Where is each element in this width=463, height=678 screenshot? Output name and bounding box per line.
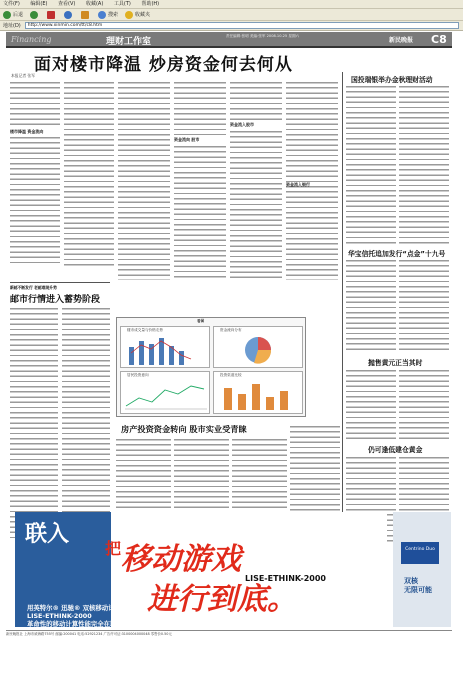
column-divider [342, 72, 343, 542]
article-subhead: 资金流入银行 [286, 182, 310, 187]
home-button[interactable] [81, 11, 91, 19]
ad-footer-line: LISE-ETHINK-2000 [27, 612, 92, 620]
ad-side-panel[interactable] [393, 512, 451, 627]
article-text [10, 306, 58, 542]
address-input[interactable]: http://www.xinmin.com/tt/c8.htm [25, 22, 459, 29]
chart-panel [213, 326, 303, 368]
forward-arrow-icon [30, 11, 38, 19]
ad-headline-2: 进行到底。 [147, 582, 297, 617]
left-article-kicker: 新邮不断发行 老邮难现升势 [10, 285, 57, 290]
ad-bg-text: 联入 [25, 522, 70, 547]
panel-bars-2 [214, 378, 302, 413]
menu-tools[interactable]: 工具(T) [113, 1, 131, 7]
chart-panel-label: 居民投资意向 [127, 373, 149, 377]
bottom-article-title: 房产投资资金转向 股市实业受青睐 [121, 424, 247, 434]
chart-panel [120, 371, 210, 414]
ad-side-line: 双核 [404, 577, 418, 585]
article-subhead: 资金流入股市 [230, 122, 254, 127]
main-headline: 面对楼市降温 炒房资金何去何从 [34, 55, 293, 75]
article-text [62, 306, 110, 542]
article-text [64, 80, 114, 267]
main-byline: 本报记者 张军 [11, 73, 35, 78]
masthead-brand: Financing [11, 35, 52, 44]
search-icon [98, 11, 106, 19]
panel-line [121, 378, 209, 413]
chart-panel-label: 资金流向分布 [220, 328, 242, 332]
article-text [230, 80, 282, 120]
refresh-icon [64, 11, 72, 19]
article-text [230, 129, 282, 280]
article-text [346, 84, 396, 244]
chart-title: 看图 [197, 319, 205, 323]
menu-favorites[interactable]: 收藏(A) [85, 1, 104, 7]
centrino-badge: Centrino Duo [401, 542, 439, 564]
article-text [399, 84, 449, 244]
refresh-button[interactable] [64, 11, 74, 19]
advertisement[interactable] [15, 512, 387, 627]
menu-bar [0, 0, 463, 9]
article-text [286, 80, 338, 280]
article-text [399, 258, 449, 353]
right-article-title-3: 抛售黄元正当其时 [368, 359, 423, 367]
favorites-button[interactable]: 收藏夹 [125, 11, 150, 19]
ad-footer-line: 用英特尔® 迅驰® 双核移动计算技术驱动 [27, 604, 147, 612]
chart-panel-label: 楼市成交量与价格走势 [127, 328, 163, 332]
star-icon [125, 11, 133, 19]
newspaper-logo: 新民晚报 [389, 37, 414, 44]
back-button[interactable]: 后退 [3, 11, 23, 19]
panel-bars [121, 333, 209, 367]
address-bar [0, 21, 463, 31]
ad-headline-1: 移动游戏 [121, 542, 241, 577]
right-article-title-2: 华宝信托追加发行“点金”十九号 [348, 250, 446, 258]
back-arrow-icon [3, 11, 11, 19]
menu-edit[interactable]: 编辑(E) [30, 1, 48, 7]
ad-side-text [404, 577, 432, 595]
masthead-info: 责任编辑:张明 美编:张军 2008.10.25 星期六 [226, 34, 300, 38]
section-title: 理财工作室 [106, 37, 152, 47]
page-number: C8 [431, 33, 447, 46]
article-text [10, 135, 60, 267]
right-article-title-4: 仍可逢低建仓黄金 [368, 446, 423, 454]
ad-side-line: 无限可能 [404, 586, 432, 594]
article-text [174, 80, 226, 135]
section-divider [10, 282, 110, 283]
chart-panel-label: 投资渠道比较 [220, 373, 242, 377]
left-article-title: 邮市行情进入蓄势阶段 [10, 295, 101, 305]
stop-button[interactable] [47, 11, 57, 19]
forward-button[interactable] [30, 11, 40, 19]
masthead [6, 32, 452, 48]
right-article-title-1: 国投瑞银举办金秋理财活动 [351, 76, 433, 84]
article-text [10, 80, 60, 128]
article-text [346, 258, 396, 353]
article-subhead: 楼市降温 资金流向 [10, 129, 44, 134]
article-text [346, 368, 396, 440]
newspaper-page [6, 32, 452, 670]
address-label: 地址(D) [3, 23, 21, 29]
article-text [399, 368, 449, 440]
chart-panel [120, 326, 210, 368]
menu-help[interactable]: 帮助(H) [141, 1, 160, 7]
ad-footer-line: 革命性的移动计算性能完全在联睿足之中 [27, 620, 143, 627]
home-icon [81, 11, 89, 19]
search-button[interactable]: 搜索 [98, 11, 118, 19]
ad-model: LISE-ETHINK-2000 [245, 574, 326, 583]
ad-footer [27, 604, 146, 627]
toolbar [0, 9, 463, 21]
article-text [118, 80, 170, 280]
ad-plus-text: 把 [105, 539, 122, 558]
article-text [174, 144, 226, 280]
chart-graphic [116, 317, 306, 417]
stop-icon [47, 11, 55, 19]
panel-pie [214, 333, 302, 367]
menu-view[interactable]: 查看(V) [58, 1, 76, 7]
article-subhead: 资金流向 股市 [174, 137, 200, 142]
chart-panel [213, 371, 303, 414]
menu-file[interactable]: 文件(F) [3, 1, 20, 7]
page-footer: 新民晚报社 上海市威海路755号 邮编:200041 电话:52921234 广告许可证:3100004000048 零售价0.50元 [6, 630, 452, 637]
